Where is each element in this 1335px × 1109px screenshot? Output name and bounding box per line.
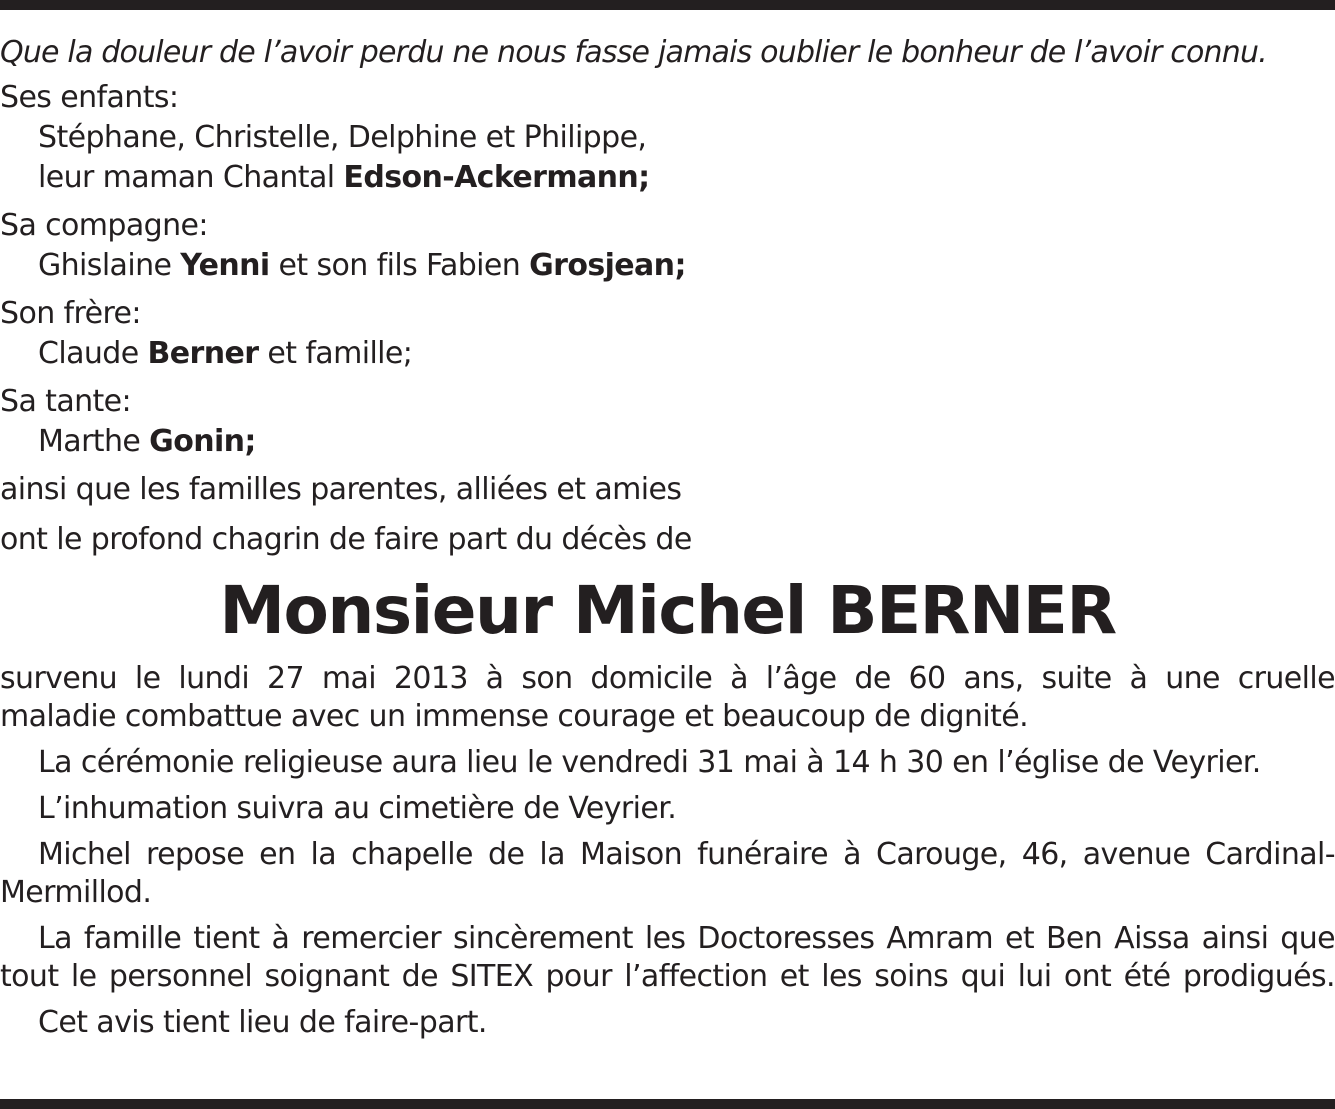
children-names: Stéphane, Christelle, Delphine et Philippe, — [38, 120, 647, 155]
thanks-paragraph — [0, 920, 1335, 996]
notice-paragraph: Cet avis tient lieu de faire-part. — [38, 1005, 487, 1040]
deceased-name: Monsieur Michel BERNER — [219, 572, 1116, 649]
partner-names — [0, 246, 1335, 286]
aunt-surname: Gonin; — [149, 424, 256, 459]
mother-surname: Edson-Ackermann; — [343, 160, 650, 195]
families-line-1: ainsi que les familles parentes, alliées et amies — [0, 472, 682, 507]
thanks-line-2: tout le personnel soignant de SITEX pour l’affection et les soins qui lui ont été prodigués. — [0, 959, 1335, 994]
partner-son-text: et son fils Fabien — [269, 248, 530, 283]
death-line-1: survenu le lundi 27 mai 2013 à son domicile à l’âge de 60 ans, suite à une cruelle — [0, 661, 1335, 696]
aunt-name — [0, 422, 1335, 462]
children-heading: Ses enfants: — [0, 80, 179, 115]
bottom-rule — [0, 1099, 1335, 1109]
chapel-line-1: Michel repose en la chapelle de la Maison funéraire à Carouge, 46, avenue Cardinal- — [38, 837, 1335, 872]
partner-son-surname: Grosjean; — [529, 248, 686, 283]
brother-heading: Son frère: — [0, 296, 141, 331]
epigraph: Que la douleur de l’avoir perdu ne nous fasse jamais oublier le bonheur de l’avoir connu. — [0, 35, 1267, 70]
ceremony-paragraph: La cérémonie religieuse aura lieu le vendredi 31 mai à 14 h 30 en l’église de Veyrier. — [38, 745, 1261, 780]
children-mother — [0, 158, 1335, 198]
aunt-heading: Sa tante: — [0, 384, 132, 419]
partner-heading: Sa compagne: — [0, 208, 208, 243]
thanks-line-1: La famille tient à remercier sincèrement les Doctoresses Amram et Ben Aissa ainsi que — [38, 921, 1335, 956]
partner-surname: Yenni — [180, 248, 270, 283]
burial-paragraph: L’inhumation suivra au cimetière de Veyrier. — [38, 791, 677, 826]
families-line-2: ont le profond chagrin de faire part du décès de — [0, 522, 692, 557]
top-rule — [0, 0, 1335, 10]
mother-first-name: leur maman Chantal — [38, 160, 344, 195]
brother-surname: Berner — [147, 336, 259, 371]
chapel-paragraph — [0, 836, 1335, 912]
death-line-2: maladie combattue avec un immense courage et beaucoup de dignité. — [0, 699, 1029, 734]
brother-first-name: Claude — [38, 336, 148, 371]
brother-name — [0, 334, 1335, 374]
death-paragraph — [0, 660, 1335, 736]
obituary-notice — [0, 28, 1335, 1042]
chapel-line-2: Mermillod. — [0, 875, 152, 910]
partner-first-name: Ghislaine — [38, 248, 181, 283]
aunt-first-name: Marthe — [38, 424, 150, 459]
brother-family-text: et famille; — [258, 336, 413, 371]
